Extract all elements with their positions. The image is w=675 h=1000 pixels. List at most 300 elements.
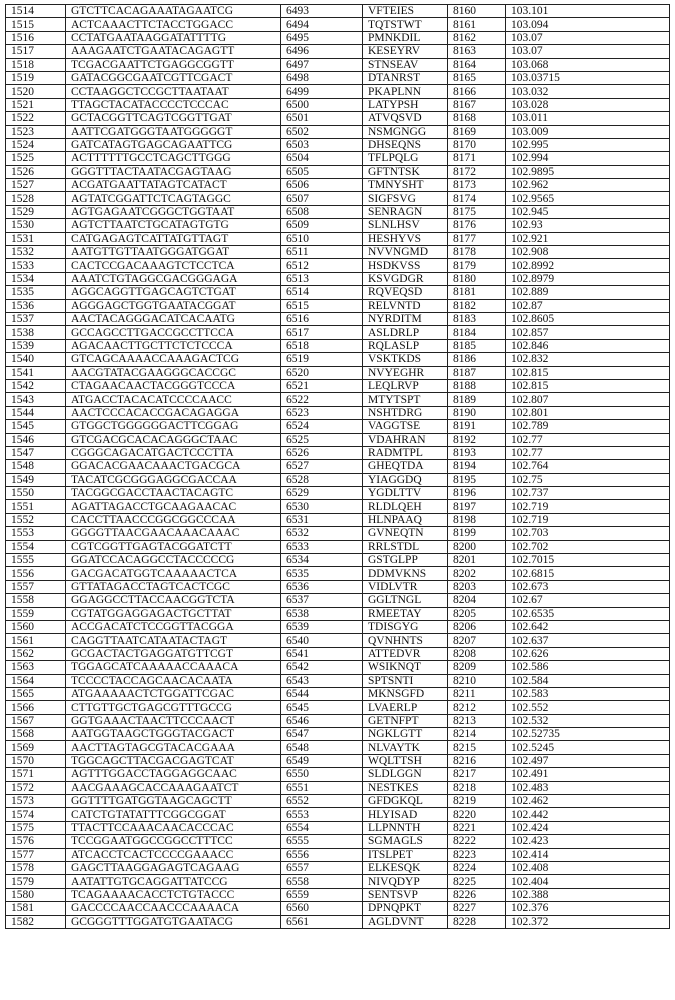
peptide-sequence-cell: LATYPSH [363, 98, 448, 111]
row-number-cell: 1562 [6, 647, 66, 660]
peptide-sequence-cell: DDMVKNS [363, 567, 448, 580]
peptide-seq-id-cell: 8181 [448, 286, 506, 299]
table-row [6, 219, 670, 232]
score-cell: 103.011 [506, 112, 670, 125]
peptide-sequence-cell: NIVQDYP [363, 875, 448, 888]
peptide-seq-id-cell: 8212 [448, 701, 506, 714]
dna-sequence-cell: AACTTAGTAGCGTACACGAAA [66, 741, 281, 754]
table-row [6, 420, 670, 433]
dna-sequence-cell: GGACACGAACAAACTGACGCA [66, 460, 281, 473]
row-number-cell: 1528 [6, 192, 66, 205]
table-row [6, 98, 670, 111]
row-number-cell: 1549 [6, 473, 66, 486]
peptide-seq-id-cell: 8171 [448, 152, 506, 165]
score-cell: 102.552 [506, 701, 670, 714]
dna-sequence-cell: GCCAGCCTTGACCGCCTTCCA [66, 326, 281, 339]
peptide-seq-id-cell: 8213 [448, 714, 506, 727]
score-cell: 102.586 [506, 661, 670, 674]
score-cell: 102.372 [506, 915, 670, 928]
score-cell: 102.8992 [506, 259, 670, 272]
dna-sequence-cell: CTAGAACAACTACGGGTCCCA [66, 379, 281, 392]
table-row [6, 634, 670, 647]
score-cell: 102.921 [506, 232, 670, 245]
peptide-seq-id-cell: 8219 [448, 795, 506, 808]
score-cell: 102.807 [506, 393, 670, 406]
table-row [6, 741, 670, 754]
row-number-cell: 1552 [6, 513, 66, 526]
peptide-seq-id-cell: 8203 [448, 580, 506, 593]
row-number-cell: 1558 [6, 594, 66, 607]
table-row [6, 138, 670, 151]
score-cell: 102.719 [506, 513, 670, 526]
row-number-cell: 1538 [6, 326, 66, 339]
row-number-cell: 1541 [6, 366, 66, 379]
dna-seq-id-cell: 6531 [281, 513, 363, 526]
table-row [6, 647, 670, 660]
dna-seq-id-cell: 6560 [281, 902, 363, 915]
peptide-seq-id-cell: 8221 [448, 821, 506, 834]
dna-seq-id-cell: 6506 [281, 179, 363, 192]
row-number-cell: 1563 [6, 661, 66, 674]
dna-sequence-cell: AGTTTGGACCTAGGAGGCAAC [66, 768, 281, 781]
score-cell: 103.094 [506, 18, 670, 31]
score-cell: 102.424 [506, 821, 670, 834]
dna-seq-id-cell: 6496 [281, 45, 363, 58]
table-row [6, 125, 670, 138]
dna-seq-id-cell: 6508 [281, 205, 363, 218]
score-cell: 103.009 [506, 125, 670, 138]
peptide-seq-id-cell: 8209 [448, 661, 506, 674]
dna-sequence-cell: GCGGGTTTGGATGTGAATACG [66, 915, 281, 928]
dna-sequence-cell: ATCACCTCACTCCCCGAAACC [66, 848, 281, 861]
peptide-sequence-cell: GHEQTDA [363, 460, 448, 473]
peptide-seq-id-cell: 8161 [448, 18, 506, 31]
score-cell: 102.388 [506, 888, 670, 901]
row-number-cell: 1580 [6, 888, 66, 901]
row-number-cell: 1525 [6, 152, 66, 165]
table-row [6, 527, 670, 540]
peptide-sequence-cell: QVNHNTS [363, 634, 448, 647]
peptide-seq-id-cell: 8227 [448, 902, 506, 915]
peptide-sequence-cell: GSTGLPP [363, 554, 448, 567]
peptide-sequence-cell: NSHTDRG [363, 406, 448, 419]
dna-sequence-cell: ACCGACATCTCCGGTTACGGA [66, 620, 281, 633]
peptide-sequence-cell: LLPNNTH [363, 821, 448, 834]
score-cell: 102.483 [506, 781, 670, 794]
dna-sequence-cell: AGTATCGGATTCTCAGTAGGC [66, 192, 281, 205]
score-cell: 102.815 [506, 366, 670, 379]
score-cell: 102.789 [506, 420, 670, 433]
score-cell: 102.442 [506, 808, 670, 821]
table-row [6, 259, 670, 272]
dna-sequence-cell: TTAGCTACATACCCCTCCCAC [66, 98, 281, 111]
row-number-cell: 1536 [6, 299, 66, 312]
table-row [6, 112, 670, 125]
peptide-sequence-cell: KESEYRV [363, 45, 448, 58]
row-number-cell: 1519 [6, 71, 66, 84]
dna-sequence-cell: AGTCTTAATCTGCATAGTGTG [66, 219, 281, 232]
peptide-seq-id-cell: 8179 [448, 259, 506, 272]
peptide-sequence-cell: TMNYSHT [363, 179, 448, 192]
dna-seq-id-cell: 6519 [281, 353, 363, 366]
table-row [6, 915, 670, 928]
peptide-seq-id-cell: 8182 [448, 299, 506, 312]
peptide-seq-id-cell: 8170 [448, 138, 506, 151]
row-number-cell: 1537 [6, 312, 66, 325]
dna-seq-id-cell: 6494 [281, 18, 363, 31]
dna-seq-id-cell: 6553 [281, 808, 363, 821]
peptide-sequence-cell: TFLPQLG [363, 152, 448, 165]
row-number-cell: 1560 [6, 620, 66, 633]
dna-sequence-cell: CCTAAGGCTCCGCTTAATAAT [66, 85, 281, 98]
row-number-cell: 1524 [6, 138, 66, 151]
score-cell: 102.9895 [506, 165, 670, 178]
dna-seq-id-cell: 6554 [281, 821, 363, 834]
row-number-cell: 1535 [6, 286, 66, 299]
dna-sequence-cell: TCGACGAATTCTGAGGCGGTT [66, 58, 281, 71]
peptide-sequence-cell: ATVQSVD [363, 112, 448, 125]
table-row [6, 232, 670, 245]
row-number-cell: 1514 [6, 5, 66, 18]
table-row [6, 5, 670, 18]
peptide-seq-id-cell: 8197 [448, 500, 506, 513]
dna-sequence-cell: ACTCAAACTTCTACCTGGACC [66, 18, 281, 31]
dna-seq-id-cell: 6503 [281, 138, 363, 151]
peptide-sequence-cell: PKAPLNN [363, 85, 448, 98]
dna-sequence-cell: ATGACCTACACATCCCCAACC [66, 393, 281, 406]
peptide-seq-id-cell: 8183 [448, 312, 506, 325]
peptide-seq-id-cell: 8218 [448, 781, 506, 794]
dna-sequence-cell: TCAGAAAACACCTCTGTACCC [66, 888, 281, 901]
score-cell: 102.801 [506, 406, 670, 419]
score-cell: 103.068 [506, 58, 670, 71]
table-row [6, 580, 670, 593]
dna-sequence-cell: GGGTTTACTAATACGAGTAAG [66, 165, 281, 178]
table-row [6, 607, 670, 620]
table-row [6, 620, 670, 633]
table-row [6, 312, 670, 325]
sequence-table [5, 4, 670, 929]
row-number-cell: 1515 [6, 18, 66, 31]
peptide-sequence-cell: RRLSTDL [363, 540, 448, 553]
dna-sequence-cell: GATCATAGTGAGCAGAATTCG [66, 138, 281, 151]
dna-seq-id-cell: 6510 [281, 232, 363, 245]
peptide-seq-id-cell: 8186 [448, 353, 506, 366]
dna-seq-id-cell: 6558 [281, 875, 363, 888]
dna-seq-id-cell: 6545 [281, 701, 363, 714]
peptide-sequence-cell: HLNPAAQ [363, 513, 448, 526]
row-number-cell: 1557 [6, 580, 66, 593]
peptide-sequence-cell: AGLDVNT [363, 915, 448, 928]
dna-sequence-cell: AACTACAGGGACATCACAATG [66, 312, 281, 325]
dna-seq-id-cell: 6535 [281, 567, 363, 580]
score-cell: 102.642 [506, 620, 670, 633]
score-cell: 103.03715 [506, 71, 670, 84]
peptide-sequence-cell: GVNEQTN [363, 527, 448, 540]
score-cell: 102.703 [506, 527, 670, 540]
dna-sequence-cell: AGATTAGACCTGCAAGAACAC [66, 500, 281, 513]
peptide-sequence-cell: KSVGDGR [363, 272, 448, 285]
peptide-sequence-cell: PMNKDIL [363, 31, 448, 44]
peptide-seq-id-cell: 8177 [448, 232, 506, 245]
dna-seq-id-cell: 6515 [281, 299, 363, 312]
row-number-cell: 1559 [6, 607, 66, 620]
dna-sequence-cell: AATTCGATGGGTAATGGGGGT [66, 125, 281, 138]
peptide-seq-id-cell: 8215 [448, 741, 506, 754]
peptide-sequence-cell: LVAERLP [363, 701, 448, 714]
peptide-sequence-cell: ITSLPET [363, 848, 448, 861]
table-row [6, 781, 670, 794]
dna-seq-id-cell: 6538 [281, 607, 363, 620]
table-row [6, 661, 670, 674]
dna-seq-id-cell: 6507 [281, 192, 363, 205]
peptide-seq-id-cell: 8198 [448, 513, 506, 526]
score-cell: 102.702 [506, 540, 670, 553]
dna-seq-id-cell: 6522 [281, 393, 363, 406]
dna-seq-id-cell: 6542 [281, 661, 363, 674]
dna-seq-id-cell: 6514 [281, 286, 363, 299]
dna-seq-id-cell: 6493 [281, 5, 363, 18]
row-number-cell: 1565 [6, 687, 66, 700]
peptide-seq-id-cell: 8189 [448, 393, 506, 406]
peptide-sequence-cell: GETNFPT [363, 714, 448, 727]
row-number-cell: 1518 [6, 58, 66, 71]
table-row [6, 192, 670, 205]
table-row [6, 286, 670, 299]
dna-seq-id-cell: 6521 [281, 379, 363, 392]
score-cell: 102.719 [506, 500, 670, 513]
dna-sequence-cell: AACTCCCACACCGACAGAGGA [66, 406, 281, 419]
peptide-sequence-cell: SGMAGLS [363, 835, 448, 848]
peptide-seq-id-cell: 8187 [448, 366, 506, 379]
score-cell: 102.637 [506, 634, 670, 647]
row-number-cell: 1574 [6, 808, 66, 821]
dna-seq-id-cell: 6517 [281, 326, 363, 339]
dna-seq-id-cell: 6502 [281, 125, 363, 138]
table-row [6, 500, 670, 513]
peptide-sequence-cell: SPTSNTI [363, 674, 448, 687]
score-cell: 102.491 [506, 768, 670, 781]
row-number-cell: 1545 [6, 420, 66, 433]
peptide-sequence-cell: MTYTSPT [363, 393, 448, 406]
dna-seq-id-cell: 6534 [281, 554, 363, 567]
score-cell: 102.9565 [506, 192, 670, 205]
table-row [6, 379, 670, 392]
score-cell: 102.626 [506, 647, 670, 660]
row-number-cell: 1576 [6, 835, 66, 848]
score-cell: 102.497 [506, 754, 670, 767]
dna-sequence-cell: GTCTTCACAGAAATAGAATCG [66, 5, 281, 18]
dna-sequence-cell: GAGCTTAAGGAGAGTCAGAAG [66, 862, 281, 875]
table-row [6, 888, 670, 901]
dna-sequence-cell: CGTATGGAGGAGACTGCTTAT [66, 607, 281, 620]
peptide-seq-id-cell: 8205 [448, 607, 506, 620]
table-row [6, 179, 670, 192]
table-row [6, 446, 670, 459]
dna-sequence-cell: AACGAAAGCACCAAAGAATCT [66, 781, 281, 794]
table-row [6, 567, 670, 580]
table-row [6, 875, 670, 888]
table-row [6, 594, 670, 607]
score-cell: 102.376 [506, 902, 670, 915]
peptide-seq-id-cell: 8200 [448, 540, 506, 553]
peptide-sequence-cell: RELVNTD [363, 299, 448, 312]
dna-seq-id-cell: 6523 [281, 406, 363, 419]
score-cell: 102.673 [506, 580, 670, 593]
dna-sequence-cell: GGGGTTAACGAACAAACAAAC [66, 527, 281, 540]
dna-sequence-cell: AGGCAGGTTGAGCAGTCTGAT [66, 286, 281, 299]
table-row [6, 299, 670, 312]
dna-sequence-cell: AATATTGTGCAGGATTATCCG [66, 875, 281, 888]
row-number-cell: 1533 [6, 259, 66, 272]
dna-sequence-cell: GACCCCAACCAACCCAAAACA [66, 902, 281, 915]
score-cell: 102.857 [506, 326, 670, 339]
row-number-cell: 1567 [6, 714, 66, 727]
table-row [6, 406, 670, 419]
table-row [6, 205, 670, 218]
dna-seq-id-cell: 6500 [281, 98, 363, 111]
peptide-seq-id-cell: 8165 [448, 71, 506, 84]
row-number-cell: 1579 [6, 875, 66, 888]
peptide-seq-id-cell: 8184 [448, 326, 506, 339]
dna-seq-id-cell: 6505 [281, 165, 363, 178]
peptide-seq-id-cell: 8202 [448, 567, 506, 580]
dna-sequence-cell: GTGGCTGGGGGGACTTCGGAG [66, 420, 281, 433]
table-row [6, 433, 670, 446]
table-row [6, 902, 670, 915]
peptide-sequence-cell: STNSEAV [363, 58, 448, 71]
row-number-cell: 1582 [6, 915, 66, 928]
row-number-cell: 1523 [6, 125, 66, 138]
dna-seq-id-cell: 6498 [281, 71, 363, 84]
score-cell: 102.945 [506, 205, 670, 218]
peptide-seq-id-cell: 8169 [448, 125, 506, 138]
row-number-cell: 1569 [6, 741, 66, 754]
dna-seq-id-cell: 6520 [281, 366, 363, 379]
row-number-cell: 1561 [6, 634, 66, 647]
dna-sequence-cell: TCCCCTACCAGCAACACAATA [66, 674, 281, 687]
peptide-seq-id-cell: 8191 [448, 420, 506, 433]
row-number-cell: 1534 [6, 272, 66, 285]
peptide-sequence-cell: RLDLQEH [363, 500, 448, 513]
peptide-seq-id-cell: 8176 [448, 219, 506, 232]
dna-seq-id-cell: 6555 [281, 835, 363, 848]
row-number-cell: 1532 [6, 246, 66, 259]
dna-seq-id-cell: 6532 [281, 527, 363, 540]
dna-seq-id-cell: 6513 [281, 272, 363, 285]
table-row [6, 339, 670, 352]
peptide-sequence-cell: SENRAGN [363, 205, 448, 218]
dna-seq-id-cell: 6544 [281, 687, 363, 700]
peptide-sequence-cell: HSDKVSS [363, 259, 448, 272]
score-cell: 102.962 [506, 179, 670, 192]
score-cell: 102.584 [506, 674, 670, 687]
dna-sequence-cell: TTACTTCCAAACAACACCCAC [66, 821, 281, 834]
dna-seq-id-cell: 6499 [281, 85, 363, 98]
peptide-seq-id-cell: 8196 [448, 487, 506, 500]
table-row [6, 353, 670, 366]
peptide-sequence-cell: DHSEQNS [363, 138, 448, 151]
peptide-sequence-cell: VSKTKDS [363, 353, 448, 366]
dna-sequence-cell: AATGGTAAGCTGGGTACGACT [66, 728, 281, 741]
score-cell: 102.7015 [506, 554, 670, 567]
dna-sequence-cell: CACTCCGACAAAGTCTCCTCA [66, 259, 281, 272]
dna-sequence-cell: TACGGCGACCTAACTACAGTC [66, 487, 281, 500]
peptide-seq-id-cell: 8201 [448, 554, 506, 567]
dna-seq-id-cell: 6537 [281, 594, 363, 607]
peptide-seq-id-cell: 8199 [448, 527, 506, 540]
score-cell: 102.408 [506, 862, 670, 875]
row-number-cell: 1554 [6, 540, 66, 553]
peptide-sequence-cell: TDISGYG [363, 620, 448, 633]
dna-sequence-cell: ACGATGAATTATAGTCATACT [66, 179, 281, 192]
score-cell: 102.462 [506, 795, 670, 808]
dna-sequence-cell: GGAGGCCTTACCAACGGTCTA [66, 594, 281, 607]
dna-seq-id-cell: 6497 [281, 58, 363, 71]
peptide-seq-id-cell: 8172 [448, 165, 506, 178]
row-number-cell: 1578 [6, 862, 66, 875]
score-cell: 102.52735 [506, 728, 670, 741]
peptide-sequence-cell: SLDLGGN [363, 768, 448, 781]
table-row [6, 487, 670, 500]
table-row [6, 835, 670, 848]
peptide-seq-id-cell: 8207 [448, 634, 506, 647]
peptide-sequence-cell: HLYISAD [363, 808, 448, 821]
peptide-sequence-cell: DTANRST [363, 71, 448, 84]
peptide-seq-id-cell: 8180 [448, 272, 506, 285]
peptide-sequence-cell: VDAHRAN [363, 433, 448, 446]
peptide-sequence-cell: WSIKNQT [363, 661, 448, 674]
row-number-cell: 1522 [6, 112, 66, 125]
row-number-cell: 1553 [6, 527, 66, 540]
score-cell: 102.8605 [506, 312, 670, 325]
dna-seq-id-cell: 6512 [281, 259, 363, 272]
peptide-seq-id-cell: 8223 [448, 848, 506, 861]
dna-sequence-cell: CGGGCAGACATGACTCCCTTA [66, 446, 281, 459]
table-row [6, 554, 670, 567]
score-cell: 102.414 [506, 848, 670, 861]
dna-sequence-cell: GTTATAGACCTAGTCACTCGC [66, 580, 281, 593]
dna-sequence-cell: GGTGAAACTAACTTCCCAACT [66, 714, 281, 727]
peptide-sequence-cell: LEQLRVP [363, 379, 448, 392]
peptide-sequence-cell: GFTNTSK [363, 165, 448, 178]
score-cell: 102.77 [506, 433, 670, 446]
dna-seq-id-cell: 6547 [281, 728, 363, 741]
row-number-cell: 1572 [6, 781, 66, 794]
peptide-seq-id-cell: 8166 [448, 85, 506, 98]
score-cell: 102.532 [506, 714, 670, 727]
dna-sequence-cell: TGGCAGCTTACGACGAGTCAT [66, 754, 281, 767]
dna-sequence-cell: GATACGGCGAATCGTTCGACT [66, 71, 281, 84]
score-cell: 103.07 [506, 31, 670, 44]
score-cell: 102.6815 [506, 567, 670, 580]
table-row [6, 152, 670, 165]
row-number-cell: 1568 [6, 728, 66, 741]
dna-sequence-cell: CTTGTTGCTGAGCGTTTGCCG [66, 701, 281, 714]
table-row [6, 821, 670, 834]
dna-sequence-cell: GGATCCACAGGCCTACCCCCG [66, 554, 281, 567]
table-row [6, 71, 670, 84]
peptide-sequence-cell: NLVAYTK [363, 741, 448, 754]
row-number-cell: 1570 [6, 754, 66, 767]
dna-seq-id-cell: 6509 [281, 219, 363, 232]
peptide-seq-id-cell: 8210 [448, 674, 506, 687]
peptide-sequence-cell: SENTSVP [363, 888, 448, 901]
peptide-seq-id-cell: 8222 [448, 835, 506, 848]
peptide-sequence-cell: SIGFSVG [363, 192, 448, 205]
dna-seq-id-cell: 6528 [281, 473, 363, 486]
dna-sequence-cell: ATGAAAAACTCTGGATTCGAC [66, 687, 281, 700]
